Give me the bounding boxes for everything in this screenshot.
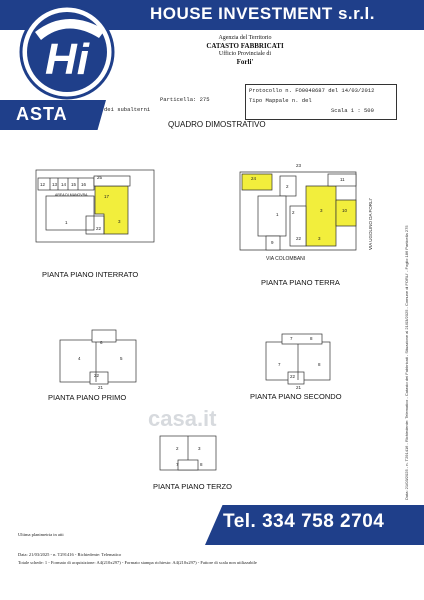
- svg-text:25: 25: [97, 175, 103, 180]
- svg-text:23: 23: [296, 163, 302, 168]
- svg-text:1: 1: [276, 212, 279, 217]
- agency-line1: Agenzia del Territorio: [218, 35, 272, 41]
- svg-text:2: 2: [292, 210, 295, 215]
- svg-text:15: 15: [71, 182, 77, 187]
- svg-text:22: 22: [96, 226, 102, 231]
- svg-text:5: 5: [120, 356, 123, 361]
- svg-text:4: 4: [78, 356, 81, 361]
- svg-text:22: 22: [94, 373, 100, 378]
- svg-text:10: 10: [342, 208, 348, 213]
- plan-label-secondo: PIANTA PIANO SECONDO: [250, 392, 342, 401]
- footer-line1: Ultima planimetria in atti: [18, 532, 64, 537]
- plan-label-interrato: PIANTA PIANO INTERRATO: [42, 270, 139, 279]
- svg-text:2: 2: [176, 446, 179, 451]
- footer-line2: Data: 21/03/2025 - n. T291416 - Richiedente: Telematico: [18, 552, 122, 557]
- area-manovra-label: AREA DI MANOVRA: [55, 193, 88, 197]
- svg-text:7: 7: [176, 462, 179, 467]
- plan-interrato-shape: [36, 170, 154, 242]
- svg-text:16: 16: [81, 182, 87, 187]
- svg-text:21: 21: [296, 385, 302, 390]
- svg-text:7: 7: [290, 336, 293, 341]
- agency-line3: Ufficio Provinciale di: [218, 51, 272, 57]
- svg-text:11: 11: [340, 177, 345, 182]
- side-note: Data: 21/03/2025 - n. T291416 - Richiedente: Telematico - Catasto dei Fabbricati - Situazione al 21/03/2025 - Comune di FORLI' - Foglio 186 Particella 275: [404, 225, 409, 500]
- svg-text:8: 8: [318, 362, 321, 367]
- svg-text:6: 6: [100, 340, 103, 345]
- svg-text:22: 22: [290, 374, 296, 379]
- svg-text:1: 1: [65, 220, 68, 225]
- plan-label-terzo: PIANTA PIANO TERZO: [153, 482, 232, 491]
- plan-secondo-shape: [266, 334, 330, 384]
- svg-text:3: 3: [318, 236, 321, 241]
- via-colombani-label: VIA COLOMBANI: [266, 256, 306, 262]
- asta-label: ASTA: [16, 104, 68, 124]
- svg-text:3: 3: [118, 219, 121, 224]
- svg-text:24: 24: [251, 176, 257, 181]
- svg-text:8: 8: [310, 336, 313, 341]
- svg-text:22: 22: [296, 236, 302, 241]
- svg-text:14: 14: [61, 182, 67, 187]
- watermark: casa.it: [148, 406, 217, 431]
- svg-text:9: 9: [271, 240, 274, 245]
- svg-text:8: 8: [200, 462, 203, 467]
- subalterni-label: dei subalterni: [104, 106, 151, 113]
- svg-text:7: 7: [278, 362, 281, 367]
- agency-line2: CATASTO FABBRICATI: [206, 42, 284, 50]
- svg-text:3: 3: [320, 208, 323, 213]
- brand-name: HOUSE INVESTMENT s.r.l.: [150, 4, 375, 23]
- svg-text:13: 13: [52, 182, 58, 187]
- logo-text: Hi: [45, 35, 89, 84]
- plan-label-terra: PIANTA PIANO TERRA: [261, 278, 340, 287]
- via-ugolino-label: VIA UGOLINO DA FORLI': [368, 198, 373, 250]
- agency-line4: Forli': [236, 58, 254, 66]
- footer-line3: Totale schede: 1 - Formato di acquisizione: A4(210x297) - Formato stampa richiesto: A4(210x297) - Fattore di scala non utilizzabile: [18, 560, 257, 565]
- document-title: QUADRO DIMOSTRATIVO: [168, 120, 266, 129]
- svg-text:21: 21: [98, 385, 104, 390]
- protocol-scale: Scala 1 : 500: [331, 107, 374, 114]
- svg-text:12: 12: [40, 182, 46, 187]
- protocol-line2: Tipo Mappale n. del: [249, 97, 312, 104]
- phone-number[interactable]: Tel. 334 758 2704: [223, 511, 385, 532]
- svg-text:3: 3: [198, 446, 201, 451]
- particella-label: Particella: 275: [160, 96, 210, 103]
- plan-terzo-shape: [160, 436, 216, 470]
- protocol-line1: Protocollo n. FO0048687 del 14/03/2012: [249, 87, 375, 94]
- svg-text:17: 17: [104, 194, 110, 199]
- plan-label-primo: PIANTA PIANO PRIMO: [48, 393, 127, 402]
- svg-text:2: 2: [286, 184, 289, 189]
